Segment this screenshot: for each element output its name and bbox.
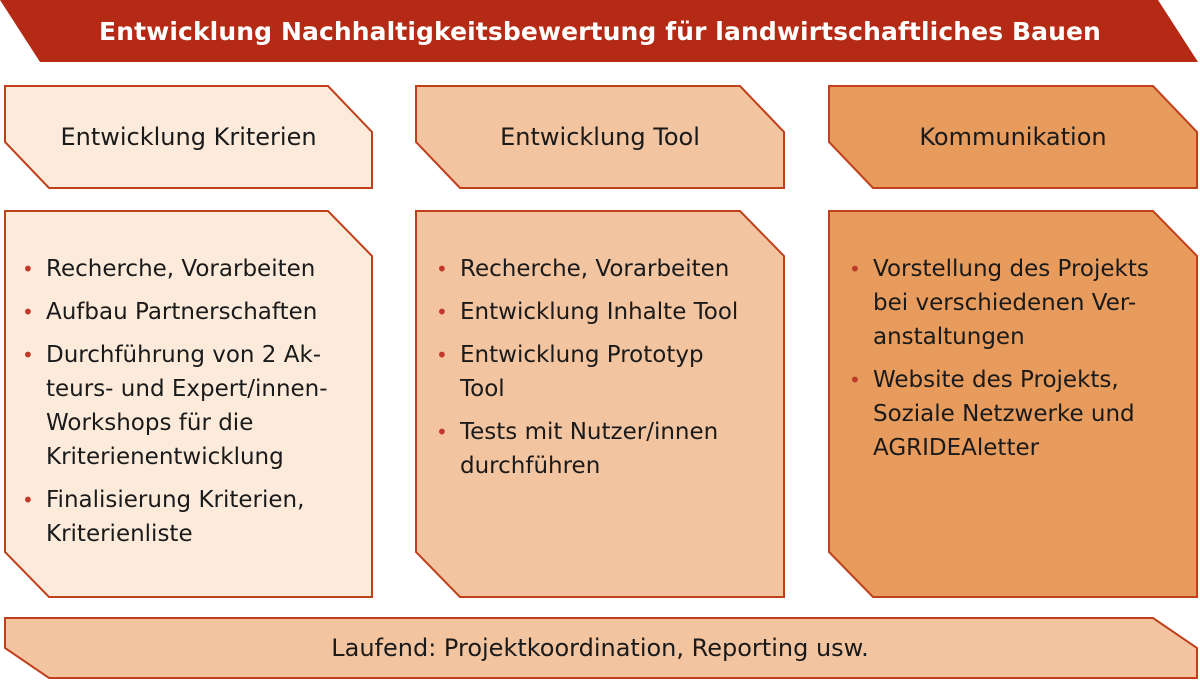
list-kommunikation	[847, 252, 1192, 474]
list-kriterien	[20, 252, 365, 560]
bullet-icon: •	[22, 300, 34, 324]
list-item: • Durchführung von 2 Ak- teurs- und Expert/innen- Workshops für die Kriterienentwicklung	[20, 338, 365, 474]
list-item: • Finalisierung Kriterien, Kriterienliste	[20, 483, 365, 551]
list-item: • Recherche, Vorarbeiten	[20, 252, 365, 286]
bullet-icon: •	[22, 488, 34, 512]
list-item: • Aufbau Partnerschaften	[20, 295, 365, 329]
list-item: • Vorstellung des Projekts bei verschiedenen Ver- anstaltungen	[847, 252, 1192, 354]
list-tool	[434, 252, 779, 492]
list-item: • Recherche, Vorarbeiten	[434, 252, 779, 286]
bullet-icon: •	[22, 257, 34, 281]
bullet-icon: •	[436, 300, 448, 324]
heading-tool: Entwicklung Tool	[500, 123, 700, 151]
heading-kommunikation: Kommunikation	[919, 123, 1107, 151]
bullet-icon: •	[436, 420, 448, 444]
diagram-title: Entwicklung Nachhaltigkeitsbewertung für landwirtschaftliches Bauen	[99, 16, 1101, 46]
bullet-icon: •	[22, 343, 34, 367]
list-item: • Entwicklung Inhalte Tool	[434, 295, 779, 329]
heading-kriterien: Entwicklung Kriterien	[60, 123, 317, 151]
bullet-icon: •	[849, 257, 861, 281]
list-item: • Entwicklung Prototyp Tool	[434, 338, 779, 406]
footer-label: Laufend: Projektkoordination, Reporting usw.	[331, 634, 869, 662]
bullet-icon: •	[436, 257, 448, 281]
list-item: • Website des Projekts, Soziale Netzwerke und AGRIDEAletter	[847, 363, 1192, 465]
bullet-icon: •	[849, 368, 861, 392]
bullet-icon: •	[436, 343, 448, 367]
list-item: • Tests mit Nutzer/innen durchführen	[434, 415, 779, 483]
